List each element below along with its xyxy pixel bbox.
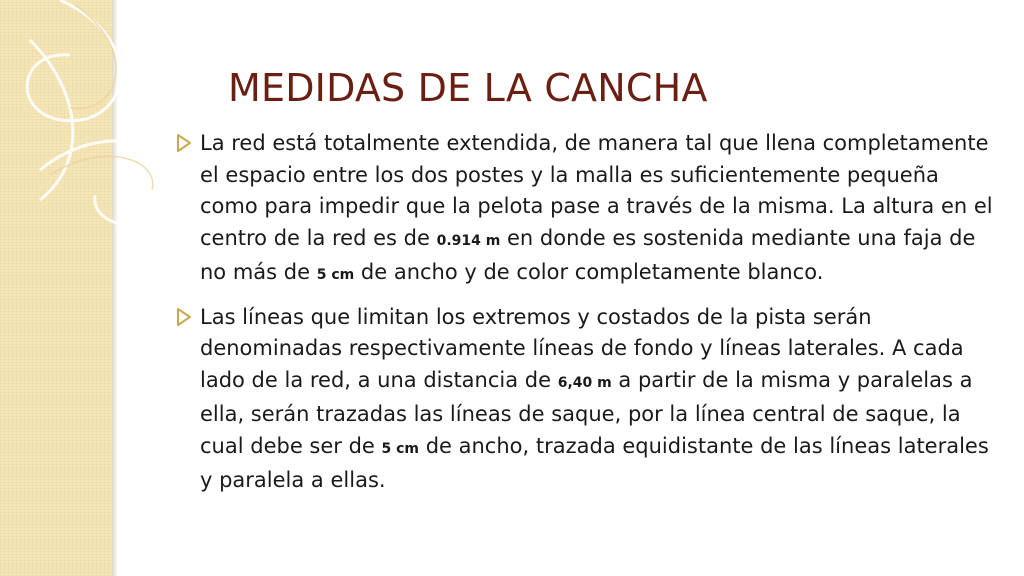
bullet-1-measure-1: 0.914 m [436, 232, 501, 249]
bullet-2-measure-2: 5 cm [381, 440, 420, 457]
bullet-1-text-c: de ancho y de color completamente blanco. [354, 260, 824, 284]
bullet-item-2 [176, 302, 996, 497]
bullet-2-measure-1: 6,40 m [557, 374, 612, 391]
bullet-2-text-a: Las líneas que limitan los extremos y costados de la pista serán denominadas respectivamente líneas de fondo y líneas laterales. A cada lado de la red, a una distancia de [200, 304, 964, 392]
bullet-1-text-b: en donde es sostenida mediante una faja de no más de [200, 225, 976, 284]
bullet-item-1 [176, 128, 996, 292]
bullet-2-text-c: de ancho, trazada equidistante de las líneas laterales y paralela a ellas. [200, 433, 989, 492]
bullet-1-measure-2: 5 cm [316, 267, 355, 283]
bullet-2-text-b: a partir de la misma y paralelas a ella, serán trazadas las líneas de saque, por la línea central de saque, la cual debe ser de [200, 367, 973, 458]
bullet-1-text-a: La red está totalmente extendida, de manera tal que llena completamente el espacio entre los dos postes y la malla es suficientemente pequeña como para impedir que la pelota pase a través de la misma. La altura en el centro de la red es de [200, 131, 993, 250]
arrow-bullet-icon [176, 308, 192, 326]
bullet-list [176, 128, 996, 507]
slide-title: MEDIDAS DE LA CANCHA [228, 66, 708, 110]
arrow-bullet-icon [176, 134, 192, 152]
